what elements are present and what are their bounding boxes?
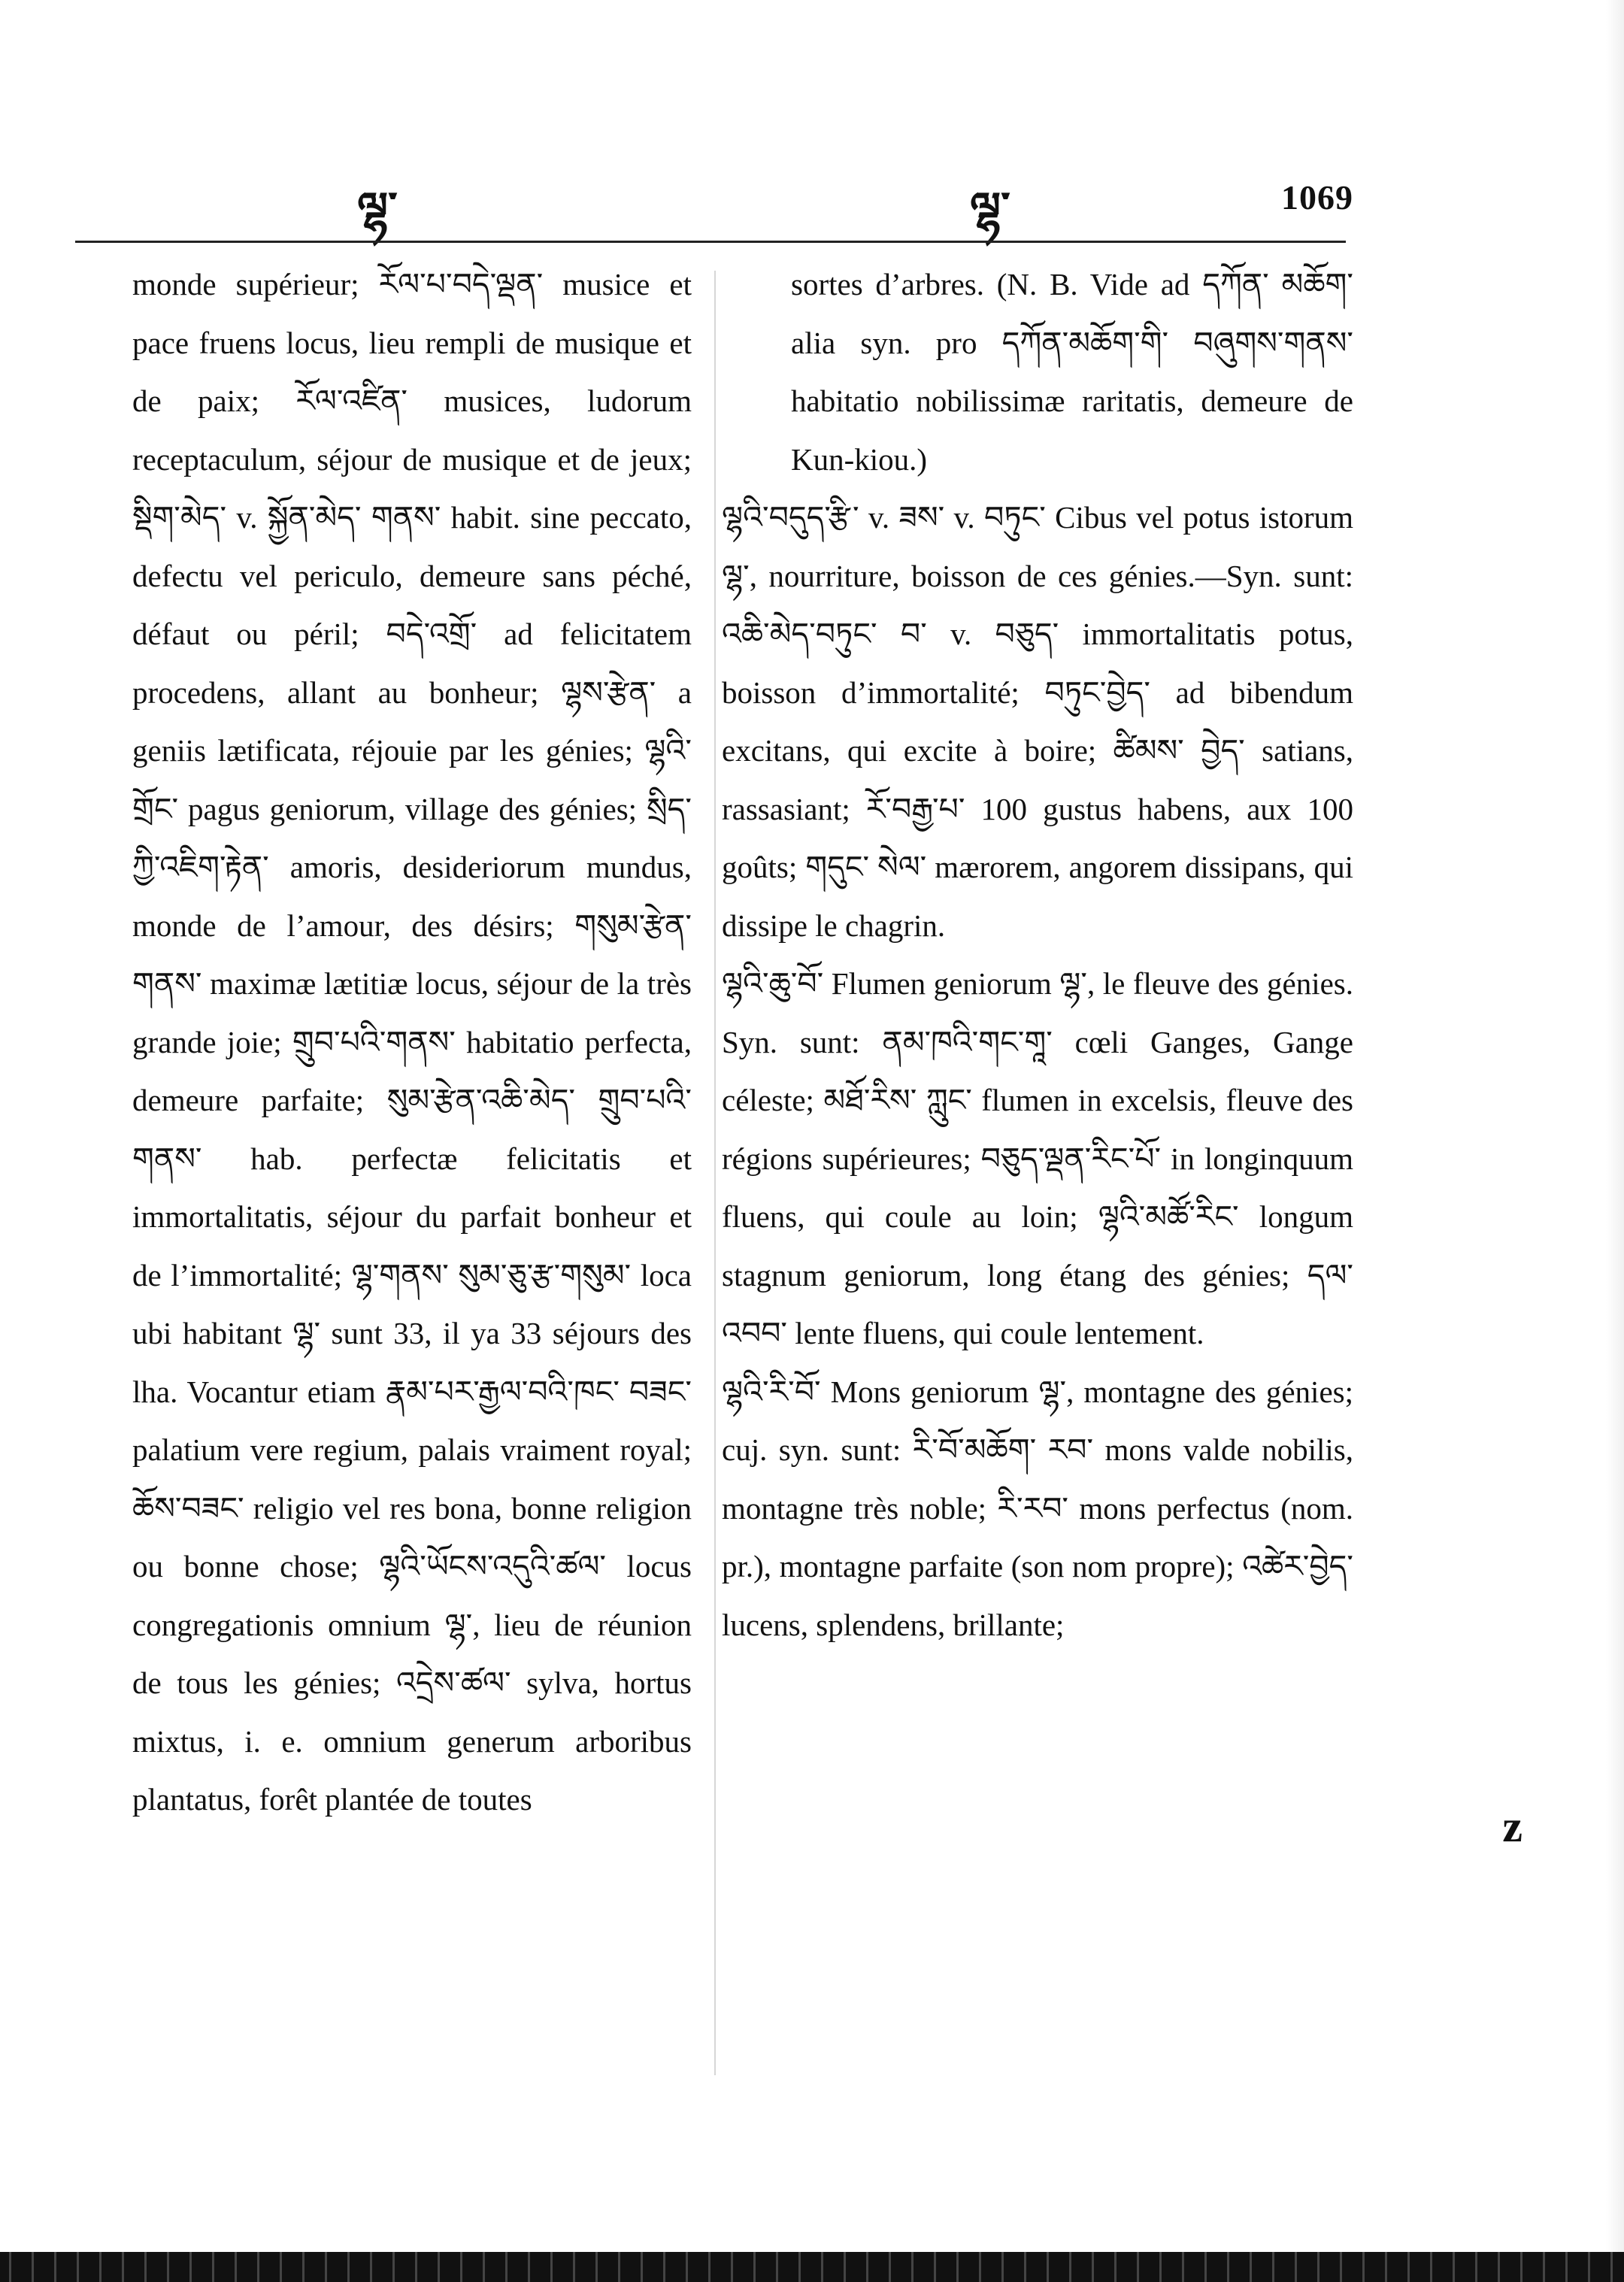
right-paragraph: sortes d’arbres. (N. B. Vide ad དཀོན་ མཆོག་ alia syn. pro དཀོན་མཆོག་གི་ བཞུགས་གནས་ habitatio nobilissimæ raritatis, demeure de Kun-kiou.) (791, 267, 1353, 477)
scan-bottom-bar (0, 2252, 1624, 2282)
scan-edge (1606, 0, 1624, 2256)
running-head-center: ལྷ་ (970, 184, 1010, 234)
margin-mark: ᴢ (1502, 1802, 1522, 1851)
entry-paragraph: ལྷའི་ཆུ་བོ་ Flumen geniorum ལྷ་, le fleuve des génies. Syn. sunt: ནམ་ཁའི་གང་གཱ་ cœli Ganges, Gange céleste; མཐོ་རིས་ ཀླུང་ flumen in excelsis, fleuve des régions supérieures; བཅུད་ལྡན་རིང་པོ་ in longinquum fluens, qui coule au loin; ལྷའི་མཚོ་རིང་ longum stagnum geniorum, long étang des génies; དལ་འབབ་ lente fluens, qui coule lentement. (722, 966, 1353, 1350)
left-column (132, 256, 692, 1829)
column-divider (714, 271, 716, 2075)
right-column (722, 256, 1353, 1654)
left-paragraph: monde supérieur; རོལ་པ་བདེ་ལྡན་ musice et pace fruens locus, lieu rempli de musique et de paix; རོལ་འཛིན་ musices, ludorum receptaculum, séjour de musique et de jeux; སྡིག་མེད་ v. སྐྱོན་མེད་ གནས་ habit. sine peccato, defectu vel periculo, demeure sans péché, défaut ou péril; བདེ་འགྲོ་ ad felicitatem procedens, allant au bonheur; ལྷས་རྩེན་ a geniis lætificata, réjouie par les génies; ལྷའི་གྲོང་ pagus geniorum, village des génies; སྲིད་ཀྱི་འཇིག་རྟེན་ amoris, desideriorum mundus, monde de l’amour, des désirs; གསུམ་རྩེན་གནས་ maximæ lætitiæ locus, séjour de la très grande joie; གྲུབ་པའི་གནས་ habitatio perfecta, demeure parfaite; སུམ་རྩེན་འཆི་མེད་ གྲུབ་པའི་གནས་ hab. perfectæ felicitatis et immortalitatis, séjour du parfait bonheur et de l’immortalité; ལྷ་གནས་ སུམ་ཅུ་རྩ་གསུམ་ loca ubi habitant ལྷ་ sunt 33, il ya 33 séjours des lha. Vocantur etiam རྣམ་པར་རྒྱལ་བའི་ཁང་ བཟང་ palatium vere regium, palais vraiment royal; ཆོས་བཟང་ religio vel res bona, bonne religion ou bonne chose; ལྷའི་ཡོངས་འདུའི་ཚལ་ locus congregationis omnium ལྷ་, lieu de réunion de tous les génies; འདྲེས་ཚལ་ sylva, hortus mixtus, i. e. omnium generum arboribus plantatus, forêt plantée de toutes (132, 267, 692, 1817)
entry-paragraph: ལྷའི་བདུད་རྩི་ v. ཟས་ v. བཏུང་ Cibus vel potus istorum ལྷ་, nourriture, boisson de ces génies.—Syn. sunt: འཆི་མེད་བཏུང་ བ་ v. བཅུད་ immortalitatis potus, boisson d’immortalité; བཏུང་བྱེད་ ad bibendum excitans, qui excite à boire; ཚིམས་ བྱེད་ satians, rassasiant; རོ་བརྒྱ་པ་ 100 gustus habens, aux 100 goûts; གདུང་ སེལ་ mærorem, angorem dissipans, qui dissipe le chagrin. (722, 500, 1353, 943)
running-head-left: ལྷ་ (357, 184, 398, 234)
page-number: 1069 (1281, 178, 1353, 217)
header-rule (75, 241, 1346, 243)
entry-paragraph: ལྷའི་རི་བོ་ Mons geniorum ལྷ་, montagne des génies; cuj. syn. sunt: རི་བོ་མཆོག་ རབ་ mons valde nobilis, montagne très noble; རི་རབ་ mons perfectus (nom. pr.), montagne parfaite (son nom propre); འཚེར་བྱེད་ lucens, splendens, brillante; (722, 1374, 1353, 1642)
